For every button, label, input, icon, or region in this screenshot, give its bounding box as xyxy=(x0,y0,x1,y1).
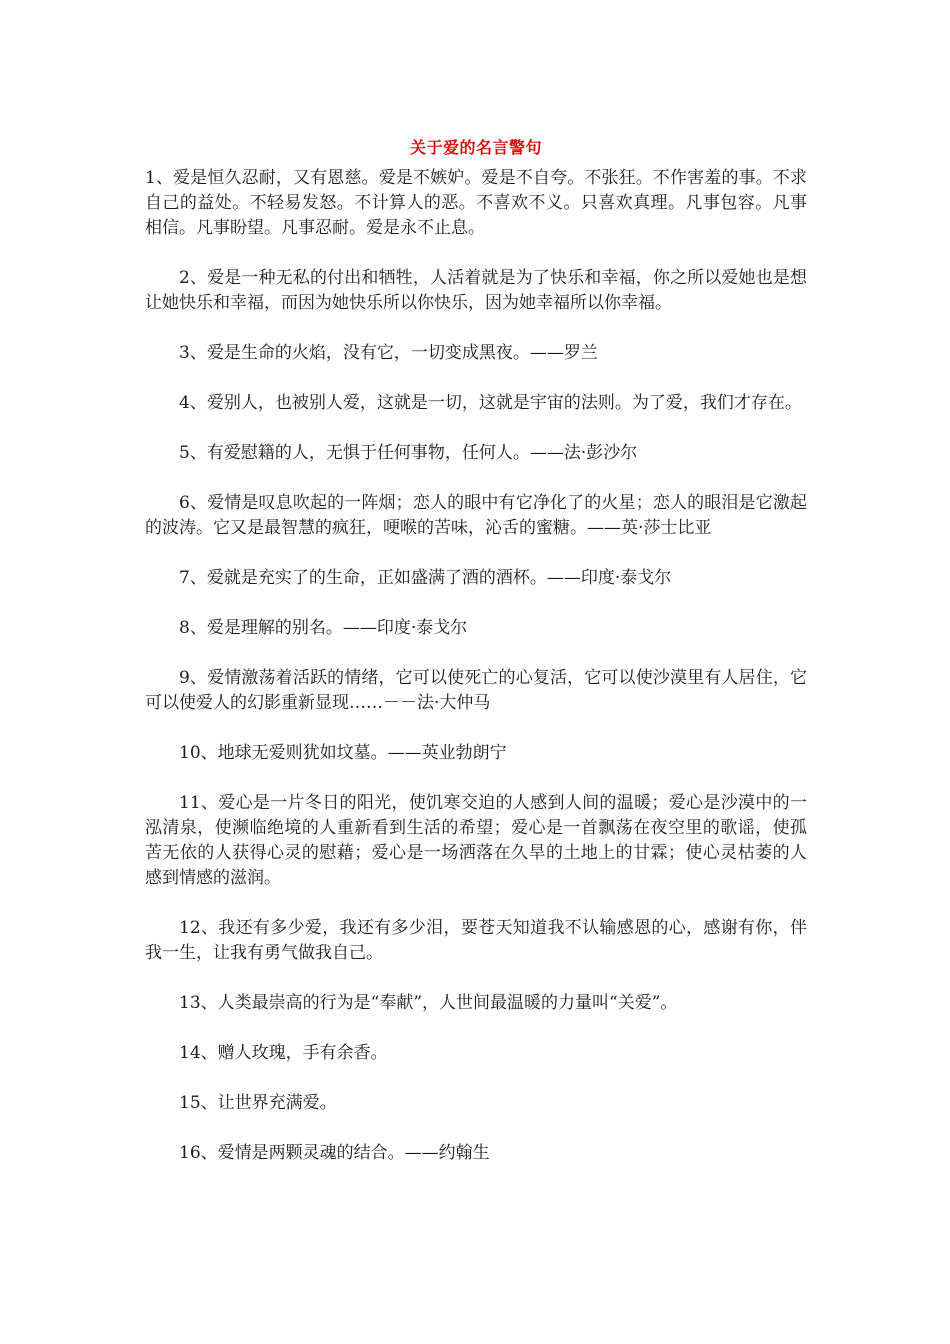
quote-paragraph-14: 14、赠人玫瑰，手有余香。 xyxy=(179,1043,388,1063)
quote-paragraph-12: 12、我还有多少爱，我还有多少泪，要苍天知道我不认输感恩的心，感谢有你，伴我一生，让我有勇气做我自己。 xyxy=(145,918,807,963)
quote-paragraph-2: 2、爱是一种无私的付出和牺牲，人活着就是为了快乐和幸福，你之所以爱她也是想让她快乐和幸福，而因为她快乐所以你快乐，因为她幸福所以你幸福。 xyxy=(145,268,807,313)
document-title: 关于爱的名言警句 xyxy=(409,138,542,157)
quote-paragraph-16: 16、爱情是两颗灵魂的结合。——约翰生 xyxy=(179,1143,490,1163)
quote-paragraph-3: 3、爱是生命的火焰，没有它，一切变成黑夜。——罗兰 xyxy=(179,343,598,363)
quote-paragraph-9: 9、爱情激荡着活跃的情绪，它可以使死亡的心复活，它可以使沙漠里有人居住，它可以使爱人的幻影重新显现……－－法·大仲马 xyxy=(145,668,807,713)
quote-paragraph-7: 7、爱就是充实了的生命，正如盛满了酒的酒杯。——印度·泰戈尔 xyxy=(179,568,672,588)
document-body xyxy=(145,136,807,1191)
quote-paragraph-11: 11、爱心是一片冬日的阳光，使饥寒交迫的人感到人间的温暖；爱心是沙漠中的一泓清泉，使濒临绝境的人重新看到生活的希望；爱心是一首飘荡在夜空里的歌谣，使孤苦无依的人获得心灵的慰藉；爱心是一场洒落在久旱的土地上的甘霖；使心灵枯萎的人感到情感的滋润。 xyxy=(145,793,807,888)
quote-paragraph-1: 1、爱是恒久忍耐，又有恩慈。爱是不嫉妒。爱是不自夸。不张狂。不作害羞的事。不求自己的益处。不轻易发怒。不计算人的恶。不喜欢不义。只喜欢真理。凡事包容。凡事相信。凡事盼望。凡事忍耐。爱是永不止息。 xyxy=(145,168,807,238)
quote-paragraph-10: 10、地球无爱则犹如坟墓。——英业勃朗宁 xyxy=(179,743,507,763)
quote-paragraph-15: 15、让世界充满爱。 xyxy=(179,1093,337,1113)
quote-paragraph-8: 8、爱是理解的别名。——印度·泰戈尔 xyxy=(179,618,468,638)
quote-paragraph-13: 13、人类最崇高的行为是“奉献”，人世间最温暖的力量叫“关爱”。 xyxy=(179,993,678,1013)
quote-paragraph-4: 4、爱别人，也被别人爱，这就是一切，这就是宇宙的法则。为了爱，我们才存在。 xyxy=(179,393,802,413)
quote-paragraph-5: 5、有爱慰籍的人，无惧于任何事物，任何人。——法·彭沙尔 xyxy=(179,443,638,463)
quote-paragraph-6: 6、爱情是叹息吹起的一阵烟；恋人的眼中有它净化了的火星；恋人的眼泪是它激起的波涛。它又是最智慧的疯狂，哽喉的苦味，沁舌的蜜糖。——英·莎士比亚 xyxy=(145,493,807,538)
